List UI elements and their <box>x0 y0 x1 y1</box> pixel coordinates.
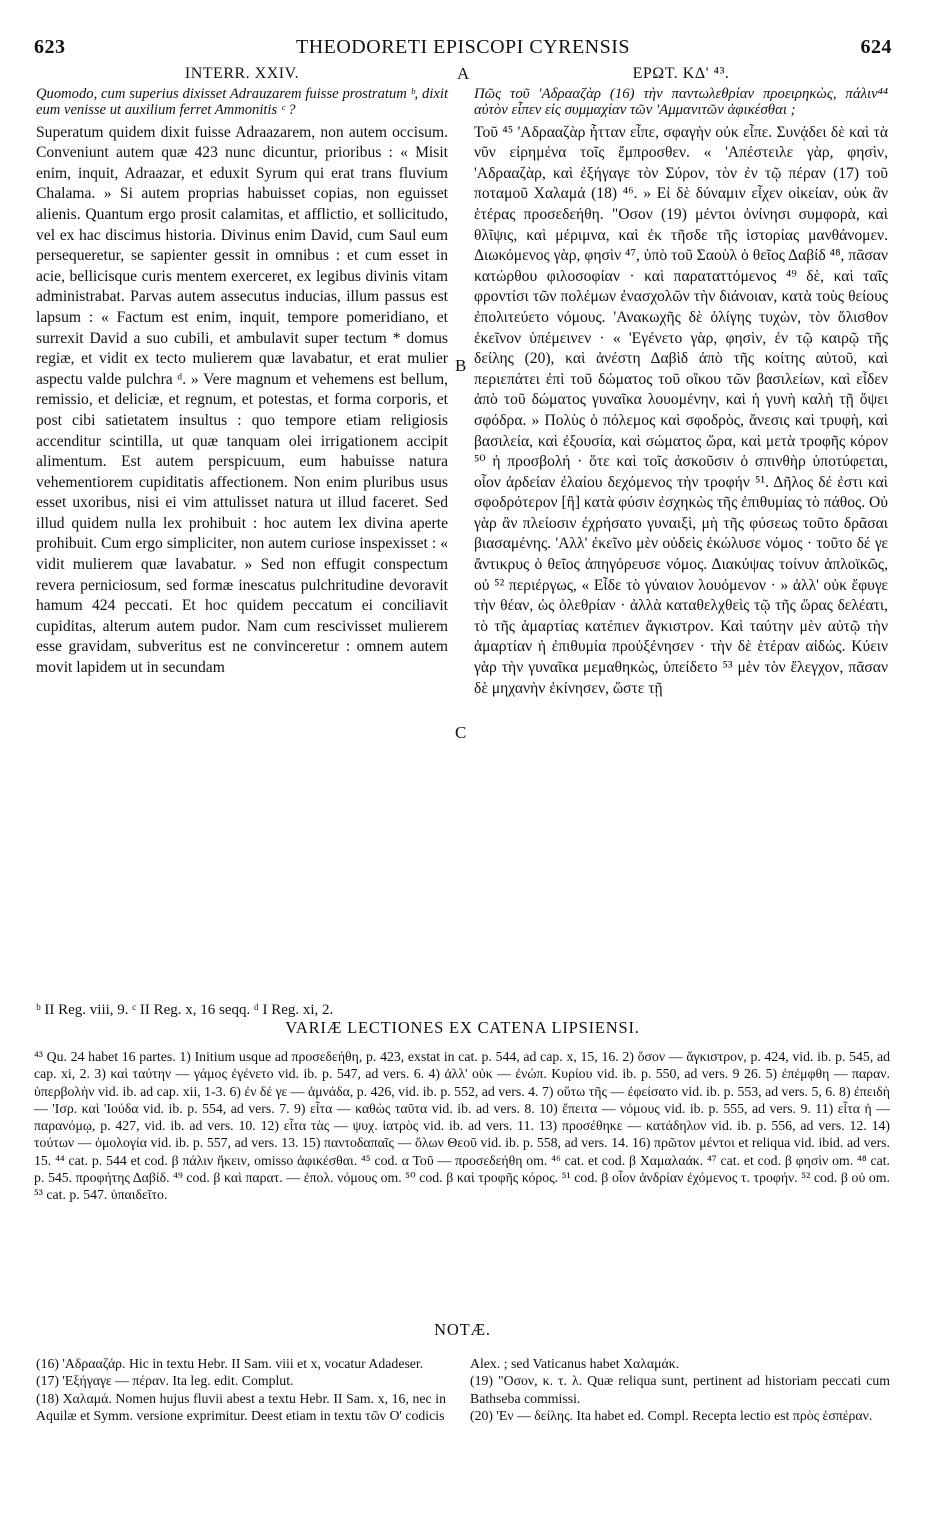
scripture-footnotes: ᵇ II Reg. viii, 9. ᶜ II Reg. x, 16 seqq. ᵈ I Reg. xi, 2. <box>36 1002 334 1018</box>
margin-letter-a: A <box>457 64 470 83</box>
page-number-right: 624 <box>860 36 892 58</box>
note-17: (17) 'Εξήγαγε — πέραν. Ita leg. edit. Complut. <box>36 1373 294 1389</box>
note-16: (16) 'Αδρααζάρ. Hic in textu Hebr. II Sam. viii et x, vocatur Adadeser. <box>36 1356 424 1371</box>
greek-question: Πῶς τοῦ 'Αδρααζὰρ (16) τὴν παντωλεθρίαν προειρηκὼς, πάλιν⁴⁴ αὐτὸν εἶπεν εἰς συμμαχίαν τῶν 'Αμμανιτῶν ἀφικέσθαι ; <box>474 85 888 119</box>
greek-column <box>474 64 888 699</box>
note-19: (19) "Οσον, κ. τ. λ. Quæ reliqua sunt, pertinent ad historiam peccati cum Bathseba commissi. <box>470 1373 890 1406</box>
greek-heading: ΕΡΩΤ. ΚΔ' ⁴³. <box>632 65 730 82</box>
notae-right-column <box>470 1355 890 1424</box>
variae-title: VARIÆ LECTIONES EX CATENA LIPSIENSI. <box>285 1018 640 1037</box>
running-title: THEODORETI EPISCOPI CYRENSIS <box>295 36 631 58</box>
latin-column <box>36 64 448 679</box>
running-head <box>34 36 892 62</box>
page-number-left: 623 <box>34 36 66 58</box>
notae-left-column <box>36 1355 446 1424</box>
note-18: (18) Χαλαμά. Nomen hujus fluvii abest a textu Hebr. II Sam. x, 16, nec in Aquilæ et Symm. versione exprimitur. Deest etiam in textu τῶν Ο' codicis <box>36 1390 446 1423</box>
latin-body: Superatum quidem dixit fuisse Adraazarem, non autem occisum. Conveniunt autem quæ 423 nunc dicuntur, prioribus : « Misit enim, inquit, Adraazar, et eduxit Syrum qui erat trans fluvium Chalama. » Si autem proprias habuisset copias, non eguisset alienis. Quantum ergo prosit calamitas, et afflictio, et sollicitudo, vel ex hac discimus historia. Divinus enim David, cum Saul eum persequeretur, se sapienter gessit in omnibus : et cum esset in acie, bellicisque curis mentem exerceret, ex legibus divinis vitam administrabat. Parvas autem assecutus inducias, illum passus est lapsum : « Factum est enim, inquit, tempore pomeridiano, et surrexit David a suo cubili, et ambulavit super tectum * domus regiæ, et vidit ex tecto mulierem quæ lavabatur, et erat mulier aspectu valde pulchra ᵈ. » Vere magnum et vehemens est bellum, remissio, et deliciæ, et regnum, et potestas, et forma corporis, et post cibi satietatem insultus : quo tempore etiam religiosis accenditur scintilla, ut quæ tanquam olei irrigationem accipit alimentum. Est autem perspicuum, eum habuisse natura vehementiorem cupiditatis affectionem. Non enim pluribus usus esset uxoribus, nisi ei vim attulisset natura ut illud faceret. Sed illud quidem nulla lex prohibuit : hoc autem lex divina aperte prohibuit. Cum ergo simpliciter, non autem curiose inspexisset : « vidit mulierem quæ lavabatur. » Sed non effugit conspectum revera perniciosum, sed formæ inescatus pulchritudine devoravit hamum 424 peccati. Et hoc quidem peccatum ei conciliavit cupiditas, alterum autem pudor. Nam cum rescivisset mulierem esse gravidam, subveritus est ne convinceretur : omnem autem movit lapidem ut in secundam <box>36 123 448 677</box>
note-18-continued: Alex. ; sed Vaticanus habet Χαλαμάκ. <box>470 1356 680 1371</box>
margin-letter-c: C <box>455 723 467 742</box>
greek-body: Τοῦ ⁴⁵ 'Αδρααζὰρ ἧτταν εἶπε, σφαγὴν οὐκ εἶπε. Συνᾴδει δὲ καὶ τὰ νῦν εἰρημένα τοῖς ἔμπροσθεν. « 'Απέστειλε γὰρ, φησὶν, 'Αδρααζὰρ, καὶ ἐξήγαγε τὸν Σύρον, τὸν ἐν τῷ πέραν (17) τοῦ ποταμοῦ Χαλαμά (18) ⁴⁶. » Εἰ δὲ δύναμιν εἶχεν οἰκείαν, οὐκ ἂν ἑτέρας προσεδεήθη. "Οσον (19) μέντοι ὀνίνησι συμφορὰ, καὶ θλῖψις, καὶ μέριμνα, καὶ ἐκ τῆσδε τῆς ἱστορίας μανθάνομεν. Διωκόμενος γὰρ, φησὶν ⁴⁷, ὑπὸ τοῦ Σαοὺλ ὁ θεῖος Δαβίδ ⁴⁸, πᾶσαν κατώρθου φιλοσοφίαν · καὶ παραταττόμενος ⁴⁹ δὲ, καὶ ταῖς φροντίσι τῶν πολέμων ἐνασχολῶν τὴν διάνοιαν, κατὰ τοὺς θείους ἐπολιτεύετο νόμους. 'Ανακωχῆς δὲ ὀλίγης τυχὼν, τὸν ὄλισθον ἐκεῖνον ὑπέμεινεν · « 'Εγένετο γὰρ, φησὶν, ἐν τῷ καιρῷ τῆς δείλης (20), καὶ ἀνέστη Δαβὶδ ἀπὸ τῆς κοίτης αὐτοῦ, καὶ περιεπάτει ἐπὶ τοῦ δώματος τοῦ οἴκου τῶν βασιλείων, καὶ εἶδεν ἀπὸ τοῦ δώματος γυναῖκα λουομένην, καὶ ἡ γυνὴ καλὴ τῇ ὄψει σφόδρα. » Πολὺς ὁ πόλεμος καὶ σφοδρὸς, ἄνεσις καὶ τρυφὴ, καὶ βασιλεία, καὶ ἐξουσία, καὶ σώματος ὥρα, καὶ μετὰ τροφῆς κόρον ⁵⁰ ἡ προσβολή · ὅτε καὶ τοῖς ἀσκοῦσιν ὁ σπινθὴρ ὑποτύφεται, οἷον ἀρδείαν ἐλαίου δεχόμενος τὴν τροφήν ⁵¹. Δῆλος δέ ἐστι καὶ σφοδρότερον [ἢ] κατὰ φύσιν ἐσχηκὼς τῆς ἐπιθυμίας τὸ πάθος. Οὐ γὰρ ἂν πλείοσιν ἐχρήσατο γυναιξὶ, μὴ τῆς φύσεως τοῦτο δρᾶσαι βιασαμένης. 'Αλλ' ἐκεῖνο μὲν οὐδεὶς ἐκώλυσε νόμος · τοῦτο δέ γε ἄντικρυς ὁ θεῖος ἀπηγόρευσε νόμος. Διακύψας τοίνυν ἁπλοϊκῶς, οὐ ⁵² περιέργως, « Εἶδε τὸ γύναιον λουόμενον · » ἀλλ' οὐκ ἔφυγε τὴν θέαν, ὡς ὀλεθρίαν · ἀλλὰ καταθελχθεὶς τῷ τῆς ὥρας δελέατι, τὸ τῆς ἁμαρτίας κατέπιεν ἄγκιστρον. Καὶ ταύτην μὲν αὐτῷ τὴν ἁμαρτίαν ἡ ἐπιθυμία προὐξένησεν · τὴν δὲ ἑτέραν αἰδώς. Κύειν γὰρ τὴν γυναῖκα μεμαθηκὼς, ὑπείδετο ⁵³ μὲν τὸν ἔλεγχον, πᾶσαν δὲ μηχανὴν ἐκίνησεν, ὥστε τῇ <box>474 123 888 697</box>
notae-title: NOTÆ. <box>434 1320 491 1339</box>
latin-question: Quomodo, cum superius dixisset Adrauzarem fuisse prostratum ᵇ, dixit eum venisse ut auxilium ferret Ammonitis ᶜ ? <box>36 85 448 119</box>
latin-heading: INTERR. XXIV. <box>184 65 300 82</box>
margin-letter-b: B <box>455 356 467 375</box>
note-20: (20) 'Εν — δείλης. Ita habet ed. Compl. Recepta lectio est πρὸς ἑσπέραν. <box>470 1407 873 1423</box>
variae-lectiones: ⁴³ Qu. 24 habet 16 partes. 1) Initium usque ad προσεδεήθη, p. 423, exstat in cat. p. 544, ad cap. x, 15, 16. 2) ὅσον — ἄγκιστρον, p. 424, vid. ib. p. 545, ad cap. xi, 2. 3) καὶ ταύτην — γάμος ἐγένετο vid. ib. p. 547, ad vers. 6. 4) ἀλλ' οὐκ — ἐνώπ. Κυρίου vid. ib. p. 550, ad vers. 9 26. 5) ἐπέμφθη — παραν. ὑπερβολὴν vid. ib. ad cap. xii, 1-3. 6) ἐν δέ γε — ἀμνάδα, p. 426, vid. ib. p. 552, ad vers. 4. 7) οὕτω τῆς — ἐφείσατο vid. ib. p. 553, ad vers. 5, 6. 8) ἐπειδὴ — 'Ισρ. καὶ 'Ιούδα vid. ib. p. 554, ad vers. 7. 9) εἶτα — καθὼς ταῦτα vid. ib. ad vers. 8. 10) ἔπειτα — νόμους vid. ib. p. 555, ad vers. 9. 11) εἶτα ἡ — παρανόμῳ, p. 427, vid. ib. ad vers. 10. 12) εἶτα τὰς — ψυχ. ἰατρὸς vid. ib. ad vers. 11. 13) προσέθηκε — κατάδηλον vid. ib. p. 556, ad vers. 12. 14) τούτων — ὁμολογία vid. ib. p. 557, ad vers. 13. 15) παντοδαπαῖς — ὅλων Θεοῦ vid. ib. p. 558, ad vers. 14. 16) πρῶτον μέντοι et reliqua vid. ibid. ad vers. 15. ⁴⁴ cat. p. 544 et cod. β πάλιν ἥκειν, omisso ἀφικέσθαι. ⁴⁵ cod. α Τοῦ — προσεδεήθη om. ⁴⁶ cat. et cod. β Χαμαλαάκ. ⁴⁷ cat. et cod. β φησὶν om. ⁴⁸ cat. p. 545. προφήτης Δαβίδ. ⁴⁹ cod. β καὶ παρατ. — ἐπολ. νόμους om. ⁵⁰ cod. β καὶ τροφῆς κόρος. ⁵¹ cod. β οἷον ἀνδρίαν ἐχόμενος τ. τροφήν. ⁵² cod. β οὐ om. ⁵³ cat. p. 547. ὑπαιδεῖτο. <box>34 1049 890 1203</box>
